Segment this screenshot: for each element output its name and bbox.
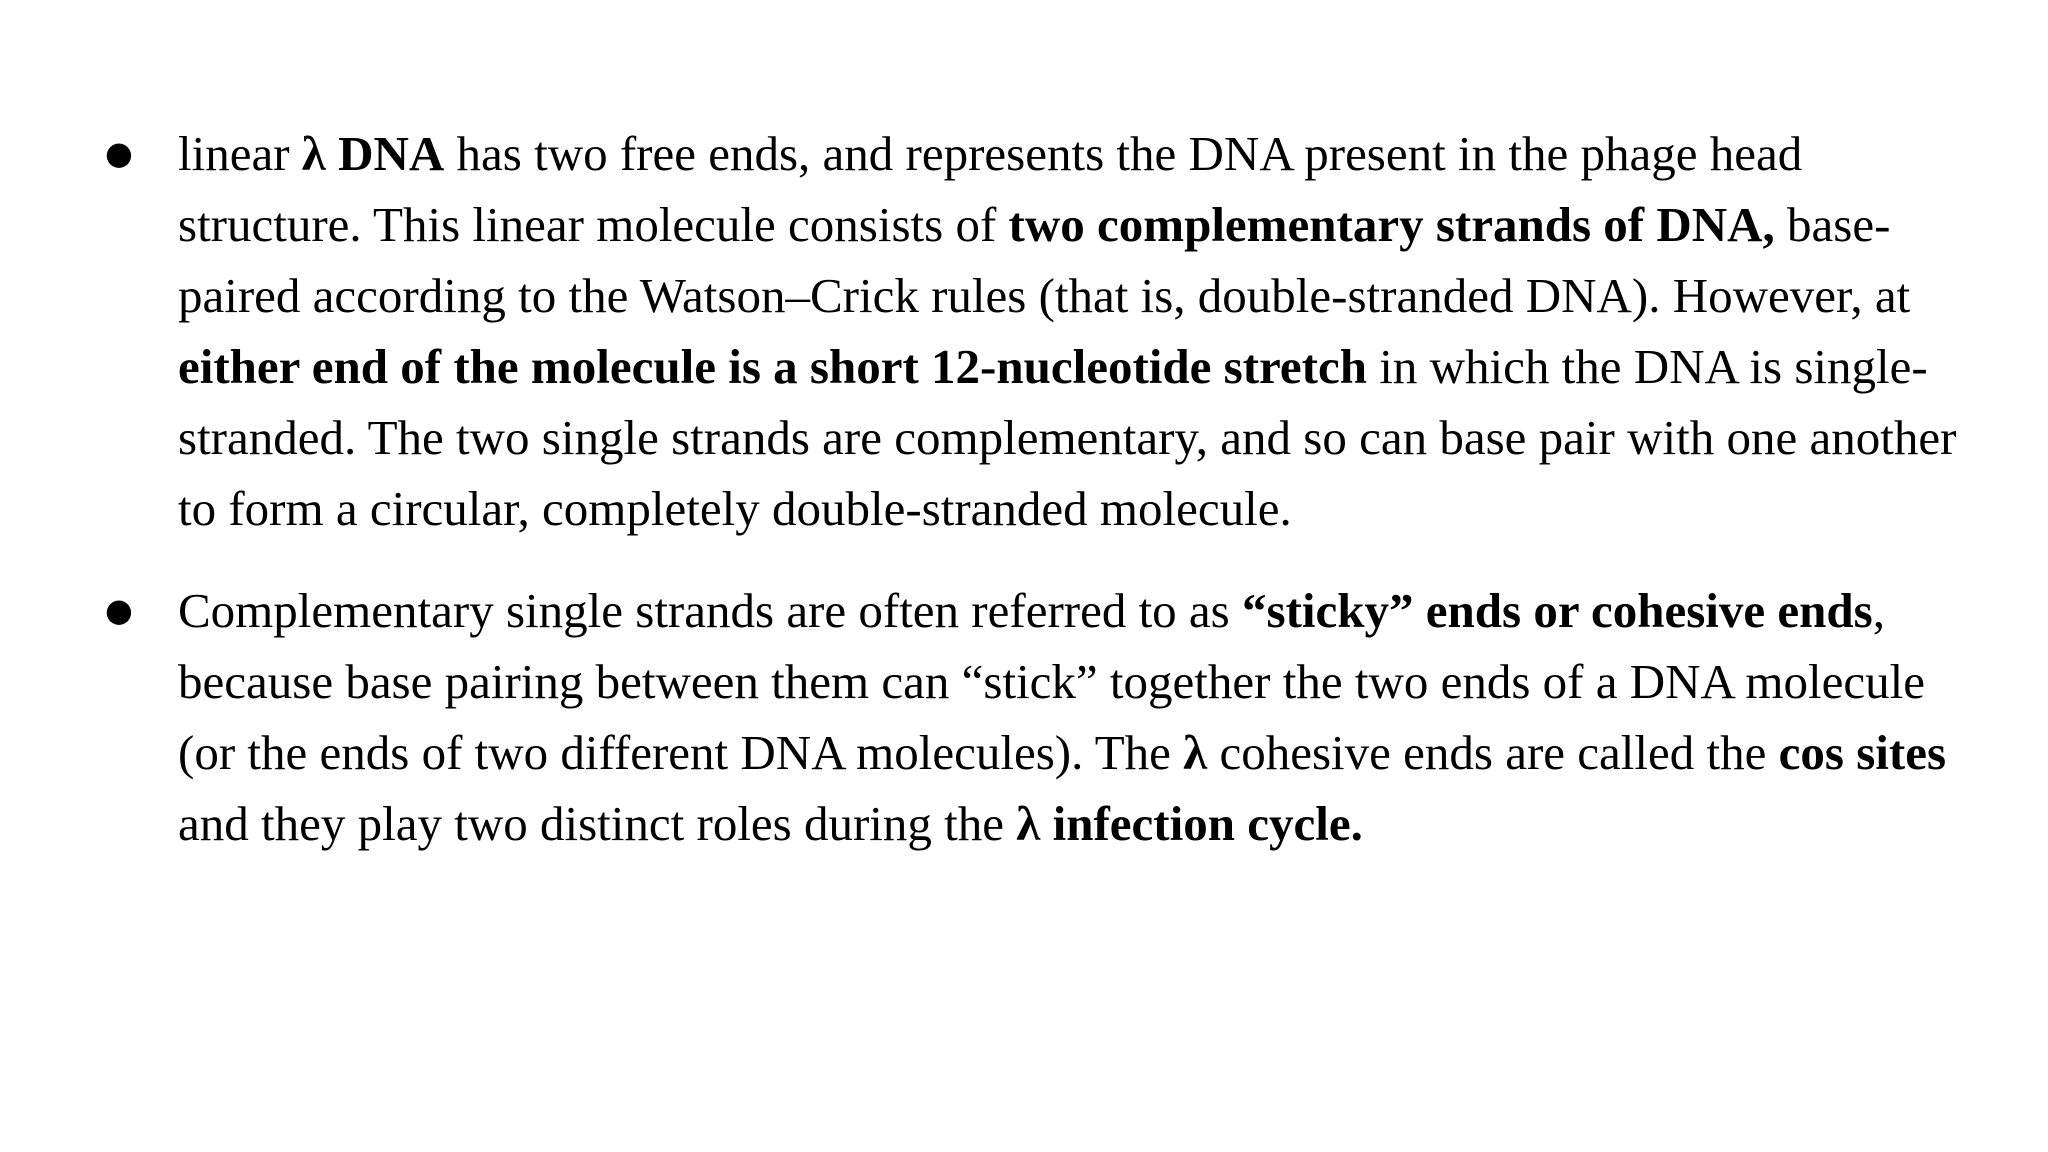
text-run: , because base pairing between them can “stick” together the two ends of a DNA molecule (or the ends of two different DNA molecules). The	[178, 583, 1926, 780]
text-run-bold: “sticky” ends or cohesive ends	[1242, 583, 1873, 638]
text-run: linear	[178, 126, 302, 181]
text-run-bold: cos sites	[1778, 725, 1947, 780]
text-run-bold: either end of the molecule is a short 12-nucleotide stretch	[178, 339, 1367, 394]
text-run-bold: two complementary strands of DNA,	[1008, 197, 1775, 252]
bullet-dot-icon: ●	[105, 591, 133, 629]
text-run: has two free ends, and represents the DNA present in the phage head structure. This linear molecule consists of	[178, 126, 1803, 252]
text-run-bold: λ DNA	[301, 126, 445, 181]
text-run-bold: λ infection cycle.	[1016, 796, 1363, 851]
bullet-item-lambda-dna	[105, 118, 1985, 544]
text-run: cohesive ends are called the	[1207, 725, 1779, 780]
text-run: in which the DNA is single-stranded. The two single strands are complementary, and so can base pair with one another to form a circular, completely double-stranded molecule.	[178, 339, 1957, 536]
text-run: and they play two distinct roles during the	[178, 796, 1017, 851]
text-run: Complementary single strands are often referred to as	[178, 583, 1243, 638]
bullet-text	[178, 575, 1985, 859]
bullet-list	[105, 118, 1985, 859]
bullet-dot-icon: ●	[105, 134, 133, 172]
bullet-item-sticky-ends	[105, 575, 1985, 859]
text-run: base-paired according to the Watson–Crick rules (that is, double-stranded DNA). However, at	[178, 197, 1911, 323]
text-run-bold: λ	[1183, 725, 1208, 780]
bullet-text	[178, 118, 1985, 544]
